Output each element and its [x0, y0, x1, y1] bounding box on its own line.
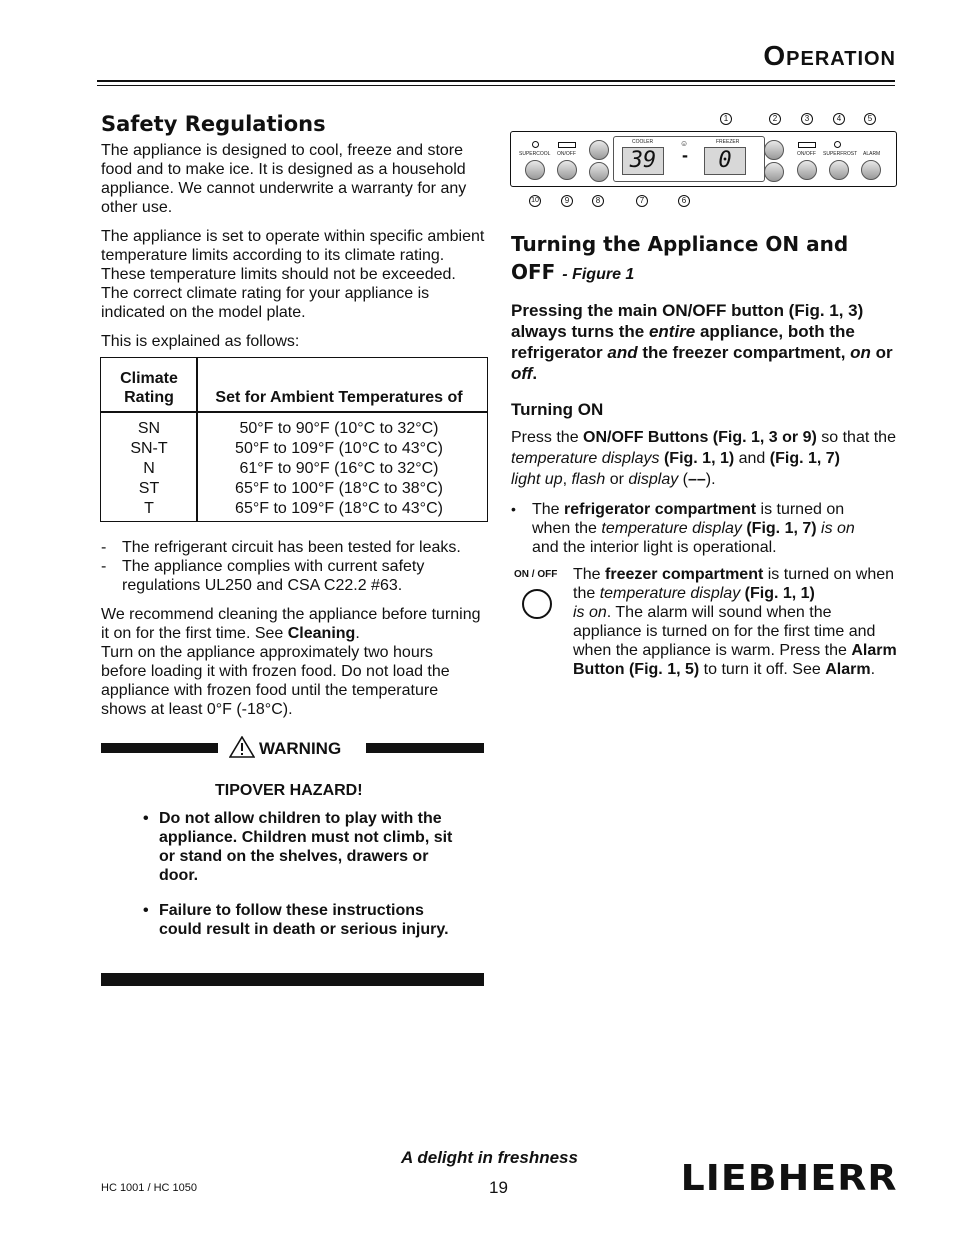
text-run: and the interior light is operational. [532, 539, 777, 556]
display-window [613, 136, 765, 182]
led-onoff-right [798, 142, 816, 148]
warning-bottom-bar [101, 973, 484, 986]
brand-logo: LIEBHERR [681, 1158, 898, 1199]
display-separator: - [682, 145, 688, 165]
warning-list [143, 809, 465, 939]
text-run: or [870, 343, 893, 362]
text-run: . The alarm will sound when the appliance is turned on for the first time and when the appliance is warm. Press the [573, 604, 876, 659]
text-run-italic: temperature displays [511, 450, 660, 467]
footer-model: HC 1001 / HC 1050 [101, 1182, 197, 1194]
warning-bar-left [101, 743, 218, 753]
text-run: . [355, 625, 360, 642]
text-run-italic: temperature display [601, 520, 742, 537]
main-onoff-instruction [511, 300, 896, 384]
label-onoff-left: ON/OFF [557, 151, 576, 157]
callout-7: 7 [636, 195, 648, 207]
subheading-turning-on: Turning ON [511, 400, 604, 419]
warning-label: WARNING [259, 739, 342, 758]
text-run: The [532, 501, 565, 518]
header-rule-thin [97, 85, 895, 86]
callout-4: 4 [833, 113, 845, 125]
safety-paragraph-4 [101, 605, 481, 643]
callout-10: 10 [529, 195, 541, 207]
text-run-italic: display [628, 471, 679, 488]
table-header-temps: Set for Ambient Temperatures of [215, 389, 463, 406]
text-run-italic: flash [571, 471, 606, 488]
freezer-temperature-display: 0 [704, 147, 746, 175]
text-run-bold: Alarm Button (Fig. 1, 5) [573, 642, 897, 678]
text-run-italic: off [511, 364, 533, 383]
footer-tagline: A delight in freshness [401, 1148, 578, 1167]
callout-5: 5 [864, 113, 876, 125]
text-run-italic: and [607, 343, 638, 362]
table-cell: T [144, 500, 154, 517]
label-alarm: ALARM [863, 151, 881, 157]
label-freezer: FREEZER [716, 139, 740, 145]
text-run: is turned on when the [532, 501, 845, 537]
cooler-down-button[interactable] [589, 162, 609, 182]
section-title-turning [511, 230, 891, 289]
table-divider-vertical [196, 357, 198, 522]
text-run: to turn it off. See [699, 661, 826, 678]
warning-item: • Do not allow children to play with the appliance. Children must not climb, sit or stand on the shelves, drawers or door. [143, 809, 465, 885]
freezer-up-button[interactable] [764, 140, 784, 160]
hazard-title: TIPOVER HAZARD! [215, 782, 363, 799]
list-item-refrigerator [511, 500, 871, 557]
text-run: ( [678, 471, 688, 488]
text-run-bold: (Fig. 1, 7) [741, 520, 817, 537]
text-run-italic: light up [511, 471, 563, 488]
onoff-refrigerator-button[interactable] [557, 160, 577, 180]
text-run: and [734, 450, 770, 467]
dash-item-1: The refrigerant circuit has been tested for leaks. [122, 539, 461, 556]
table-cell: 65°F to 109°F (18°C to 43°C) [235, 500, 443, 517]
callout-3: 3 [801, 113, 813, 125]
text-run-bold: refrigerator compartment [564, 501, 757, 518]
text-run-bold: (Fig. 1, 1) [740, 585, 815, 602]
callout-6: 6 [678, 195, 690, 207]
text-run: is turned on when the [573, 566, 895, 602]
table-cell: 50°F to 109°F (10°C to 43°C) [235, 440, 443, 457]
text-run: . [870, 661, 876, 678]
text-run: Press the [511, 429, 584, 446]
text-run: appliance, both the refrigerator [511, 322, 855, 362]
onoff-button-icon [522, 589, 552, 619]
text-run: , [562, 471, 572, 488]
text-run-italic: on [850, 343, 871, 362]
table-cell: SN [137, 420, 161, 437]
text-run-italic: is on [573, 604, 607, 621]
text-run: The [573, 566, 606, 583]
table-cell: 50°F to 90°F (10°C to 32°C) [239, 420, 439, 437]
callout-2: 2 [769, 113, 781, 125]
header-rule [97, 80, 895, 82]
text-run-bold: –– [688, 471, 706, 488]
safety-paragraph-3: This is explained as follows: [101, 333, 300, 350]
led-superfrost [834, 141, 841, 148]
text-run-bold: ON/OFF Buttons (Fig. 1, 3 or 9) [583, 429, 817, 446]
table-col-ranges [200, 419, 478, 519]
smiley-icon: ☺ [680, 139, 689, 148]
cooler-temperature-display: 39 [622, 147, 664, 175]
turning-on-list [511, 500, 871, 557]
text-run: ). [705, 471, 716, 488]
text-run-bold: (Fig. 1, 7) [769, 450, 841, 467]
safety-paragraph-1: The appliance is designed to cool, freeze and store food and to make ice. It is designed as a household appliance. We cannot underwrite a warranty for any other use. [101, 142, 467, 216]
text-run-bold: freezer compartment [605, 566, 764, 583]
led-supercool [532, 141, 539, 148]
alarm-button[interactable] [861, 160, 881, 180]
text-run: We recommend cleaning the appliance before turning it on for the first time. See [101, 606, 481, 642]
text-run: so that the [816, 429, 896, 446]
figure-reference: - Figure 1 [562, 266, 635, 283]
callout-9: 9 [561, 195, 573, 207]
text-run: or [605, 471, 629, 488]
cooler-up-button[interactable] [589, 140, 609, 160]
table-divider-horizontal [100, 411, 488, 413]
safety-paragraph-2: The appliance is set to operate within specific ambient temperature limits according to its climate rating. These temperature limits should not be exceeded. The correct climate rating for your appliance is indicated on the model plate. [101, 228, 485, 321]
text-run-italic: is on [816, 520, 855, 537]
warning-bar-right [366, 743, 484, 753]
superfrost-button[interactable] [829, 160, 849, 180]
table-cell: 61°F to 90°F (16°C to 32°C) [239, 460, 439, 477]
table-cell: N [143, 460, 155, 477]
freezer-down-button[interactable] [764, 162, 784, 182]
section-title-safety: Safety Regulations [101, 112, 326, 136]
label-superfrost: SUPERFROST [823, 151, 858, 157]
page-number: 19 [489, 1178, 508, 1197]
led-onoff-left [558, 142, 576, 148]
text-run: . [532, 364, 538, 383]
dash-marker: - [101, 558, 107, 575]
warning-item: • Failure to follow these instructions could result in death or serious injury. [143, 901, 465, 939]
supercool-button[interactable] [525, 160, 545, 180]
text-run-bold: Alarm [825, 661, 871, 678]
turning-on-paragraph [511, 427, 896, 490]
table-cell: 65°F to 100°F (18°C to 38°C) [235, 480, 443, 497]
callout-8: 8 [592, 195, 604, 207]
warning-triangle-icon [229, 736, 255, 758]
label-supercool: SUPERCOOL [519, 151, 551, 157]
text-run-bold: (Fig. 1, 1) [659, 450, 735, 467]
freezer-paragraph [573, 565, 898, 679]
onoff-main-button[interactable] [797, 160, 817, 180]
text-run-bold: Cleaning [287, 625, 356, 642]
table-cell: SN-T [130, 440, 168, 457]
text-run-italic: temperature display [599, 585, 741, 602]
label-onoff-right: ON/OFF [797, 151, 816, 157]
dash-marker: - [101, 539, 107, 556]
section-title-text: Turning the Appliance ON and OFF [511, 232, 849, 284]
dash-item-2: The appliance complies with current safety regulations UL250 and CSA C22.2 #63. [122, 558, 425, 594]
onoff-icon-label: ON / OFF [514, 569, 558, 580]
table-header-rating: Climate Rating [120, 370, 178, 406]
table-col-ratings [104, 419, 194, 519]
text-run-italic: entire [648, 322, 696, 341]
safety-paragraph-5: Turn on the appliance approximately two hours before loading it with frozen food. Do not load the appliance with frozen food until the temperature shows at least 0°F (-18°C). [101, 644, 450, 718]
callout-1: 1 [720, 113, 732, 125]
label-cooler: COOLER [632, 139, 654, 145]
page-title: Operation [763, 40, 896, 71]
text-run: Pressing the main ON/OFF button (Fig. 1, 3) always turns the [511, 301, 864, 341]
table-cell: ST [138, 480, 160, 497]
text-run: the freezer compartment, [637, 343, 851, 362]
control-panel [510, 131, 897, 187]
